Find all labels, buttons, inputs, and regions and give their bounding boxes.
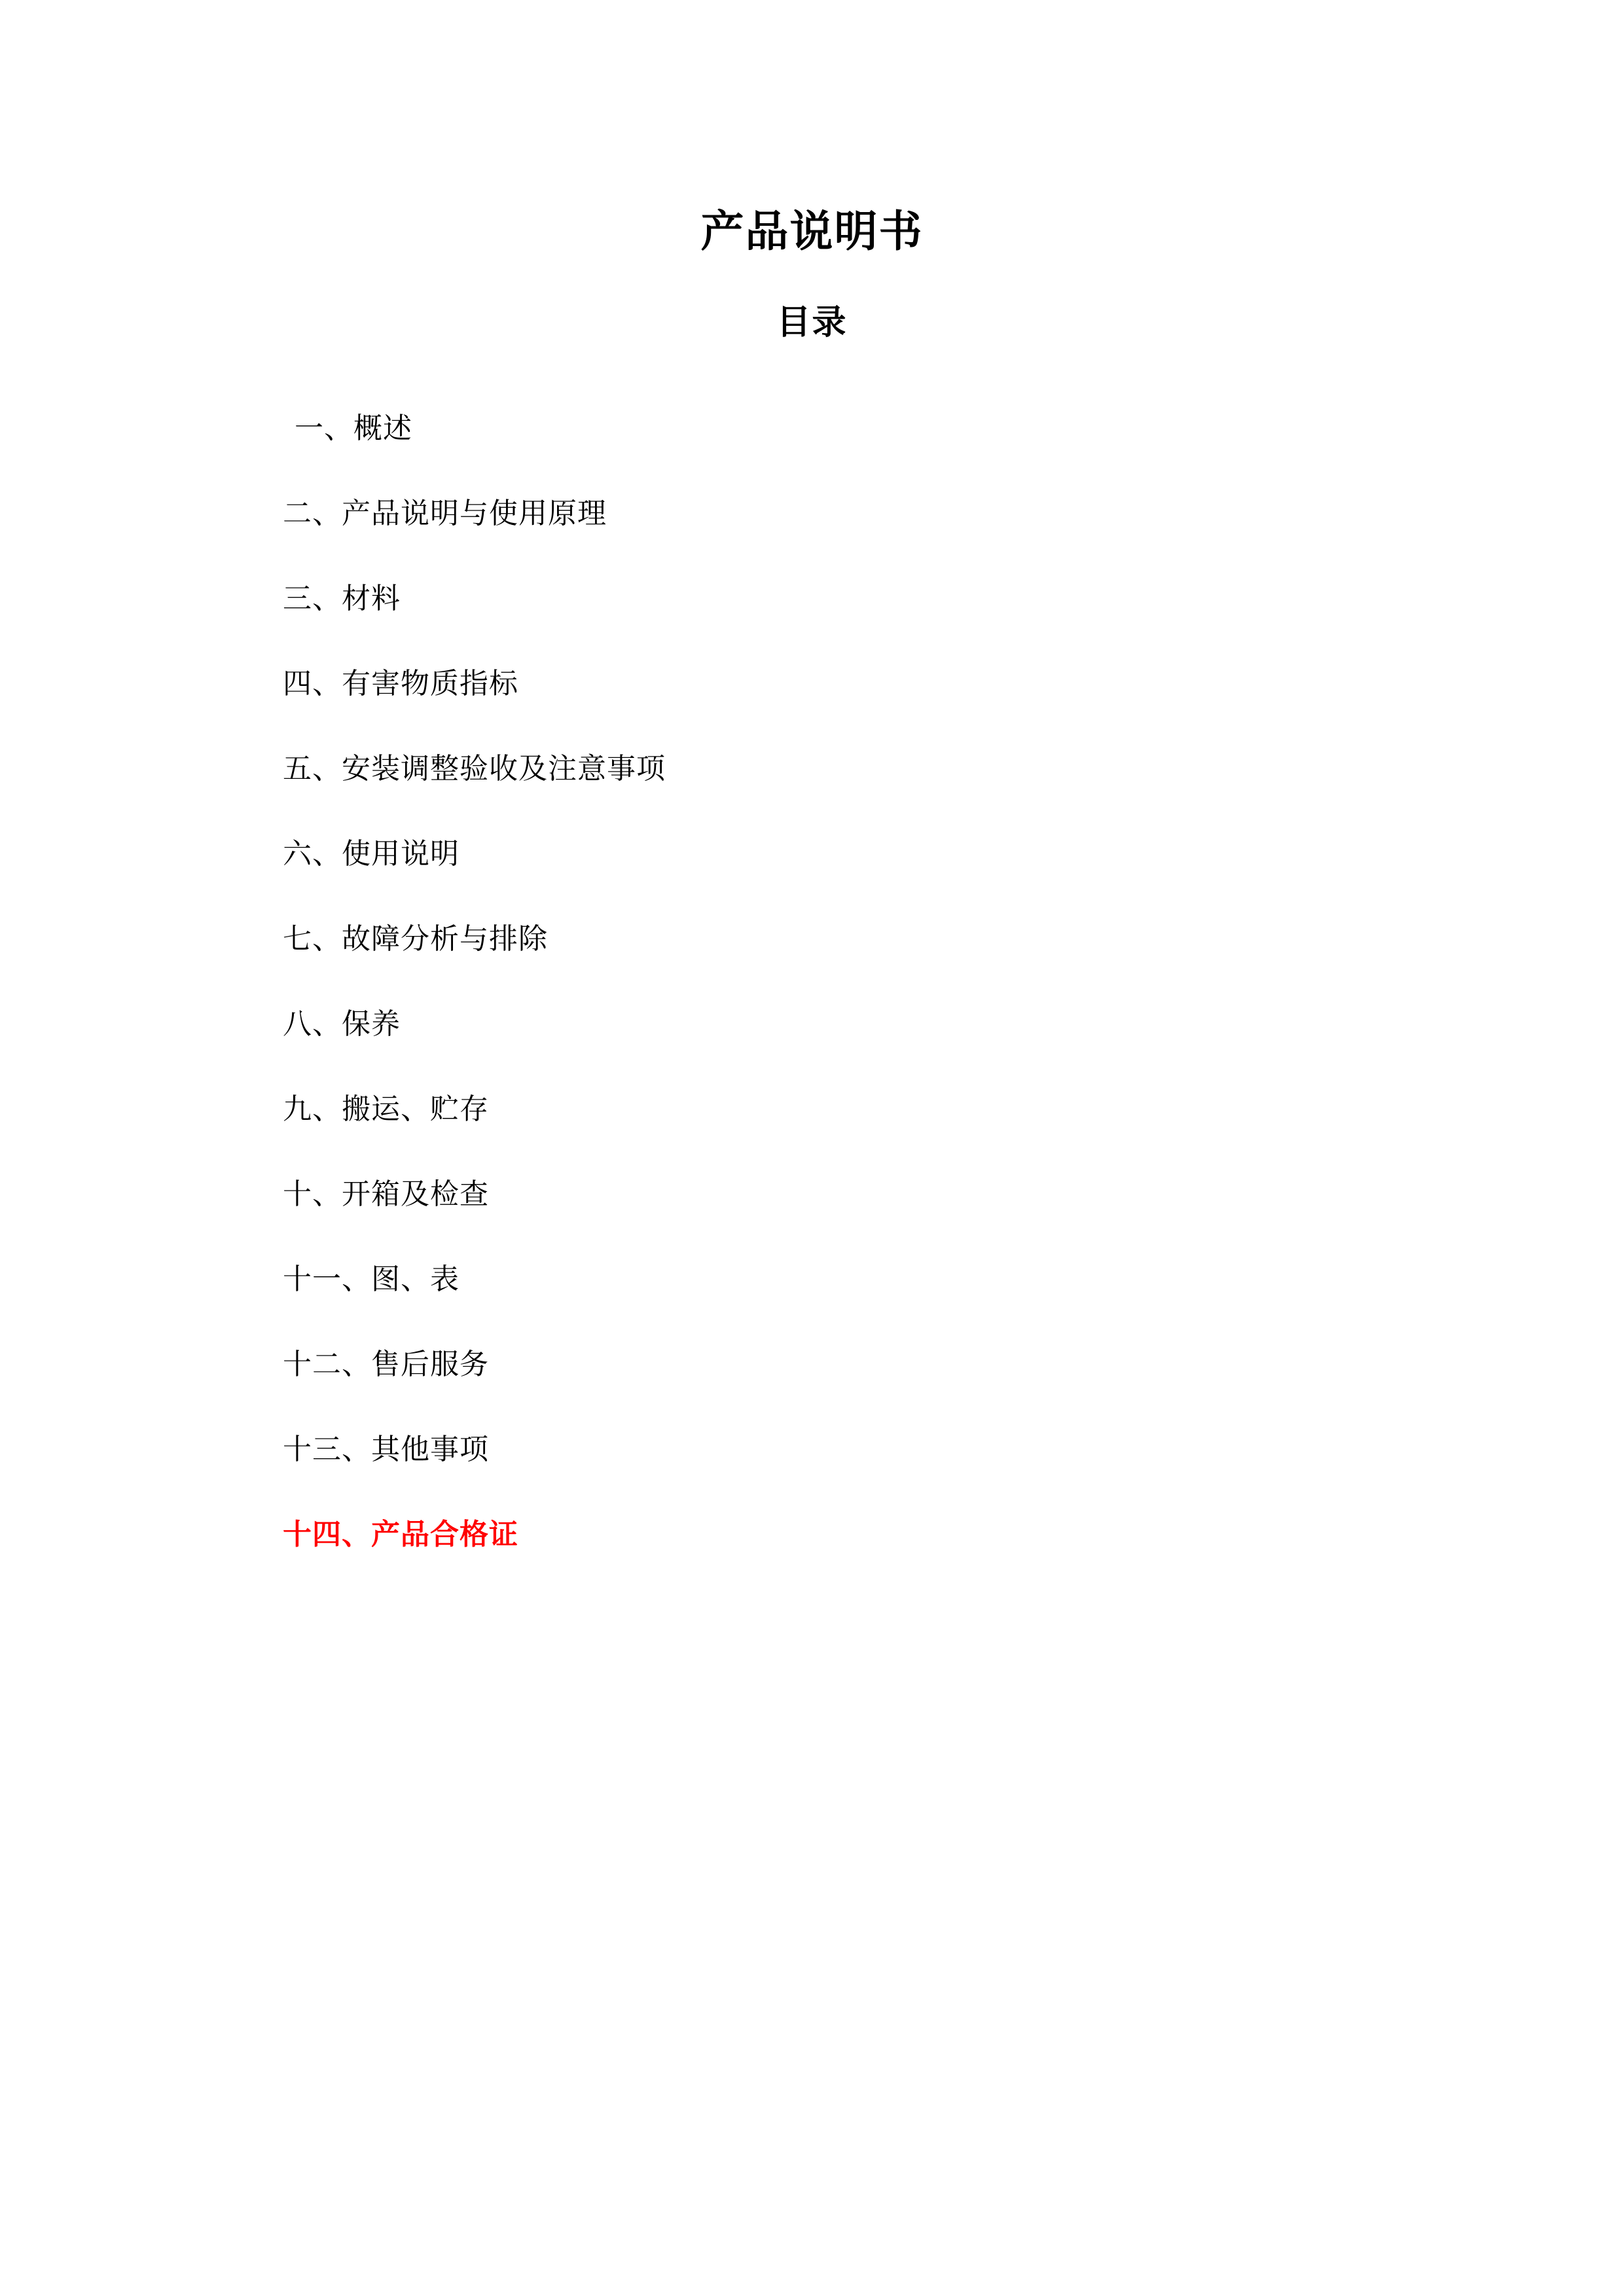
toc-item-12[interactable]: 十二、售后服务 [283,1348,489,1381]
toc-item-1[interactable]: 一、概述 [295,412,412,445]
toc-item-2[interactable]: 二、产品说明与使用原理 [283,497,607,530]
toc-item-5[interactable]: 五、安装调整验收及注意事项 [283,752,666,785]
toc-item-9[interactable]: 九、搬运、贮存 [283,1092,489,1126]
toc-item-4[interactable]: 四、有害物质指标 [283,667,518,700]
toc-item-3[interactable]: 三、材料 [283,582,401,615]
toc-item-6[interactable]: 六、使用说明 [283,837,460,870]
toc-item-14[interactable]: 十四、产品合格证 [283,1518,518,1551]
toc-item-8[interactable]: 八、保养 [283,1007,401,1041]
toc-item-10[interactable]: 十、开箱及检查 [283,1177,489,1211]
toc-heading: 目录 [776,303,848,342]
page-title: 产品说明书 [700,206,924,257]
toc-item-11[interactable]: 十一、图、表 [283,1263,460,1296]
toc-item-13[interactable]: 十三、其他事项 [283,1433,489,1466]
toc-item-7[interactable]: 七、故障分析与排除 [283,922,548,956]
table-of-contents [283,386,1396,1577]
